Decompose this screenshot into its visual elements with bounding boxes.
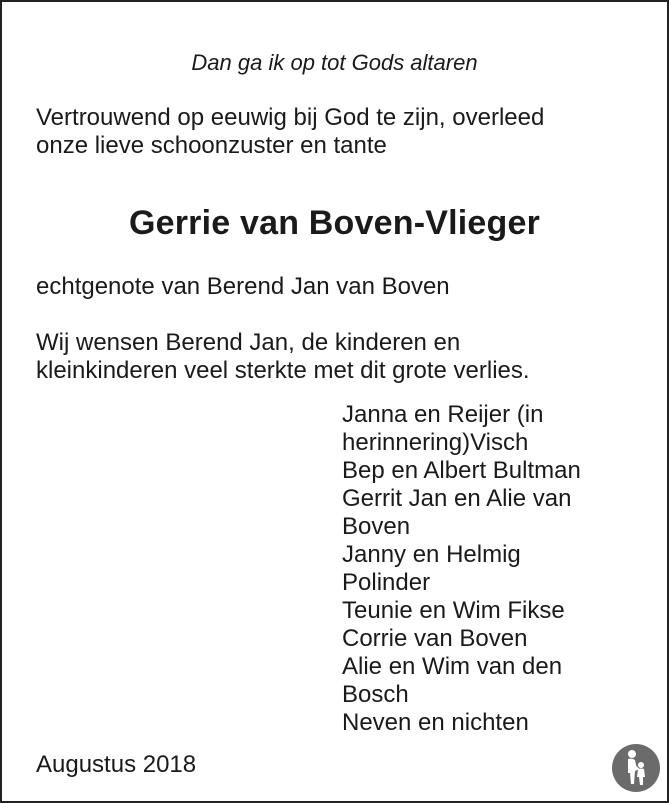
family-line: herinnering)Visch <box>342 429 529 456</box>
family-list <box>342 401 642 737</box>
wishes-line: Wij wensen Berend Jan, de kinderen en <box>36 329 461 356</box>
family-line: Janna en Reijer (in <box>342 401 544 428</box>
intro-line: Vertrouwend op eeuwig bij God te zijn, overleed <box>36 104 545 131</box>
intro-line: onze lieve schoonzuster en tante <box>36 132 387 159</box>
motto-text: Dan ga ik op tot Gods altaren <box>191 50 478 75</box>
date-text: Augustus 2018 <box>36 751 197 778</box>
family-line: Janny en Helmig <box>342 541 521 568</box>
intro-text <box>36 104 646 160</box>
family-line: Corrie van Boven <box>342 625 528 652</box>
spouse-line: echtgenote van Berend Jan van Boven <box>36 273 450 300</box>
family-line: Gerrit Jan en Alie van <box>342 485 572 512</box>
family-line: Alie en Wim van den <box>342 653 563 680</box>
family-line: Neven en nichten <box>342 709 529 736</box>
family-line: Teunie en Wim Fikse <box>342 597 565 624</box>
family-line: Boven <box>342 513 411 540</box>
wishes-text <box>36 329 646 385</box>
memorial-figures-icon <box>611 743 661 793</box>
family-line: Bep en Albert Bultman <box>342 457 581 484</box>
family-line: Bosch <box>342 681 409 708</box>
family-line: Polinder <box>342 569 431 596</box>
deceased-name: Gerrie van Boven-Vlieger <box>128 204 541 242</box>
wishes-line: kleinkinderen veel sterkte met dit grote verlies. <box>36 357 530 384</box>
